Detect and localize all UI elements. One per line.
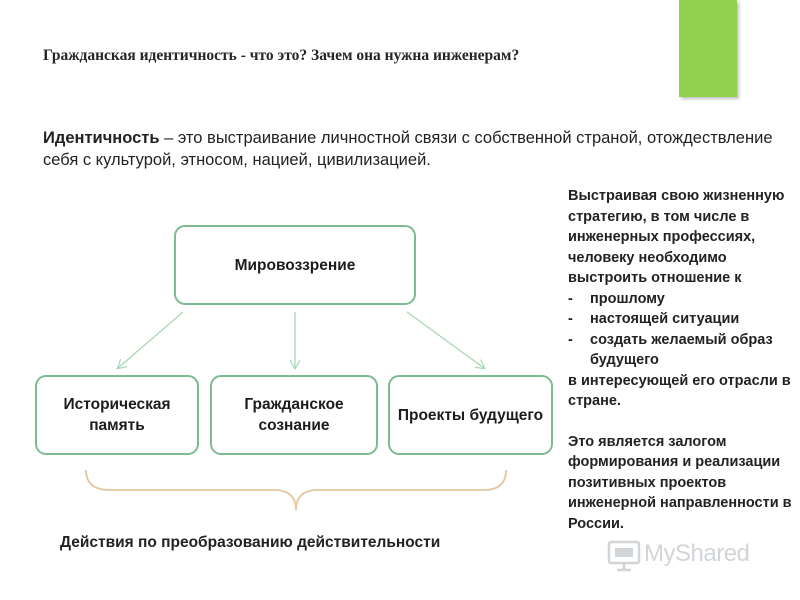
side-tail: в интересующей его отрасли в стране. bbox=[568, 372, 791, 409]
watermark-text: MyShared bbox=[644, 540, 750, 567]
side-intro: Выстраивая свою жизненную стратегию, в том числе в инженерных профессиях, человеку необходимо выстроить отношение к bbox=[568, 188, 785, 286]
presentation-icon bbox=[606, 537, 642, 573]
node-historical-memory-label: Историческая память bbox=[63, 396, 171, 434]
node-civic-consciousness bbox=[210, 375, 378, 455]
side-bullet-text: настоящей ситуации bbox=[590, 311, 740, 327]
side-bullet-text: создать желаемый образ будущего bbox=[590, 331, 773, 368]
watermark bbox=[606, 533, 778, 583]
green-accent-block bbox=[679, 0, 737, 97]
side-bullet bbox=[568, 330, 794, 371]
bullet-dash: - bbox=[568, 331, 573, 348]
node-future-projects bbox=[388, 375, 553, 455]
side-bullet-list bbox=[568, 289, 794, 371]
bullet-dash: - bbox=[568, 290, 573, 307]
node-worldview bbox=[174, 225, 416, 305]
diagram-caption: Действия по преобразованию действительности bbox=[60, 534, 441, 551]
side-bullet bbox=[568, 309, 794, 330]
node-future-projects-label: Проекты будущего bbox=[397, 406, 544, 424]
side-conclusion: Это является залогом формирования и реализации позитивных проектов инженерной направленности в России. bbox=[568, 433, 792, 532]
bullet-dash: - bbox=[568, 311, 573, 327]
node-historical-memory bbox=[35, 375, 199, 455]
definition-paragraph bbox=[43, 127, 783, 171]
side-text bbox=[568, 186, 794, 534]
definition-text: – это выстраивание личностной связи с собственной страной, отождествление себя с культурой, этносом, нацией, цивилизацией. bbox=[43, 129, 773, 169]
arrow-to-projects bbox=[407, 312, 484, 368]
side-bullet-text: прошлому bbox=[590, 290, 665, 307]
side-bullet bbox=[568, 289, 794, 310]
node-civic-consciousness-label: Гражданское сознание bbox=[244, 396, 344, 434]
brace bbox=[86, 470, 506, 510]
definition-term: Идентичность bbox=[43, 129, 160, 147]
slide-title: Гражданская идентичность - что это? Зачем она нужна инженерам? bbox=[43, 47, 520, 64]
node-worldview-label: Мировоззрение bbox=[234, 256, 356, 274]
arrow-to-history bbox=[118, 312, 183, 368]
